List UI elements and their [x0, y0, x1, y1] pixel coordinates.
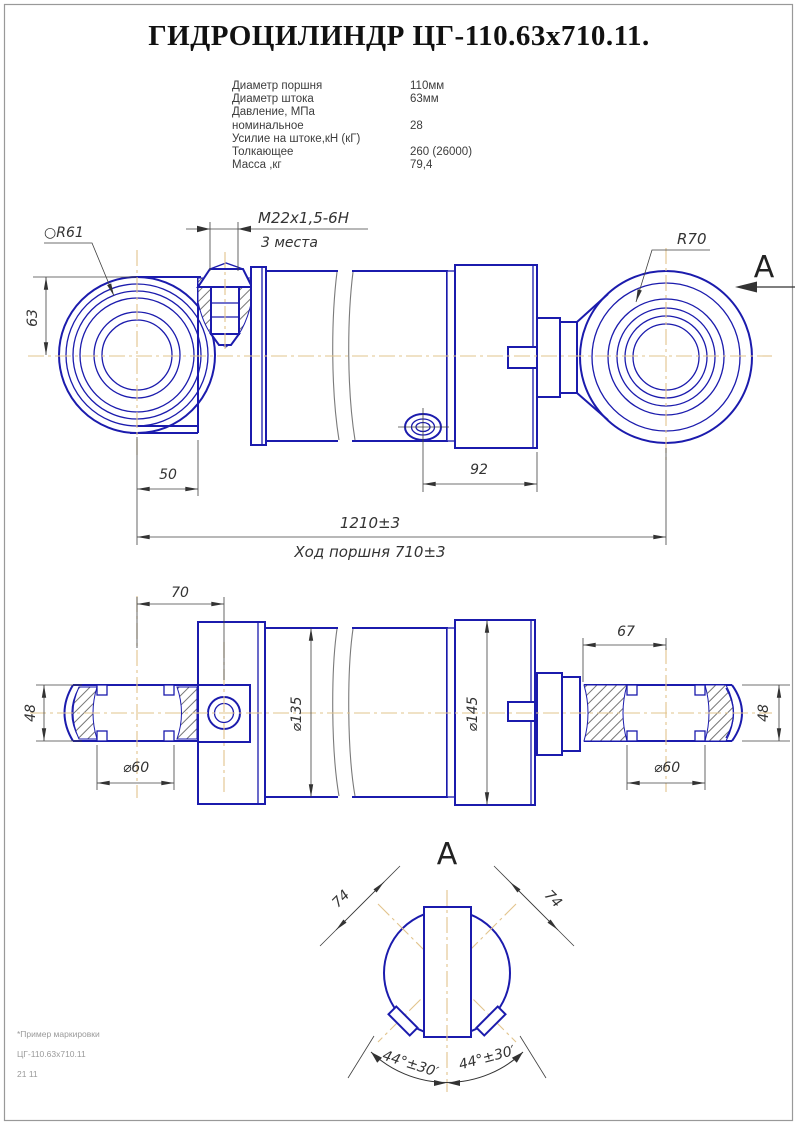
spec-label: Масса ,кг	[232, 159, 282, 172]
page-border	[5, 5, 793, 1121]
dim-92: 92	[470, 462, 488, 478]
marking-line: ЦГ-110.63х710.11	[17, 1049, 86, 1059]
label-thread-m22: M22x1,5-6H	[258, 209, 349, 227]
spec-label: Усилие на штоке,кН (кГ)	[232, 132, 361, 145]
dim-angle-right: 44°±30′	[457, 1042, 517, 1074]
section-label-a: A	[753, 250, 775, 285]
dim-angle-left: 44°±30′	[380, 1047, 441, 1081]
side-view	[59, 263, 752, 448]
spec-label: номинальное	[232, 119, 304, 132]
spec-value: 79,4	[410, 159, 433, 172]
spec-value: 28	[410, 119, 423, 132]
clevis-top	[537, 673, 580, 755]
dim-50: 50	[159, 467, 177, 483]
dim-63: 63	[25, 309, 41, 327]
dim-135: ⌀135	[289, 696, 305, 732]
label-sphere-r61: ○R61	[44, 225, 84, 241]
dim-48-right: 48	[756, 704, 772, 722]
marking-line: *Пример маркировки	[17, 1029, 100, 1039]
view-a-label: A	[436, 837, 458, 872]
spec-label: Диаметр поршня	[232, 80, 323, 92]
label-r70: R70	[677, 230, 707, 248]
rod-eye	[59, 277, 215, 433]
notch-left	[389, 1007, 418, 1036]
spec-label: Диаметр штока	[232, 93, 314, 106]
spec-value: 110мм	[410, 80, 445, 92]
view-a	[320, 837, 574, 1092]
dim-piston-stroke: Ход поршня 710±3	[294, 543, 446, 561]
dim-145: ⌀145	[465, 696, 481, 732]
spec-label: Толкающее	[232, 146, 294, 159]
notch-right	[477, 1007, 506, 1036]
clevis	[537, 318, 577, 397]
dim-74-right: 74	[540, 887, 565, 912]
dim-67: 67	[617, 624, 635, 640]
dim-48-left: 48	[23, 704, 39, 722]
dim-70: 70	[171, 585, 189, 601]
drawing-title: ГИДРОЦИЛИНДР ЦГ-110.63х710.11.	[148, 20, 650, 52]
head-notch-top	[508, 702, 535, 721]
spec-label: Давление, МПа	[232, 106, 315, 119]
section-arrow-a	[735, 250, 795, 293]
spec-value: 260 (26000)	[410, 146, 473, 159]
head-notch	[508, 347, 537, 368]
rear-eye	[577, 271, 752, 443]
marking-line: 21 11	[17, 1069, 38, 1079]
dim-60-left: ⌀60	[122, 760, 150, 776]
dim-overall-length: 1210±3	[339, 514, 401, 532]
marking-example	[17, 1024, 100, 1084]
dim-60-right: ⌀60	[653, 760, 681, 776]
spec-value: 63мм	[410, 93, 439, 106]
label-thread-places: 3 места	[261, 235, 318, 251]
dim-74-left: 74	[329, 887, 354, 912]
